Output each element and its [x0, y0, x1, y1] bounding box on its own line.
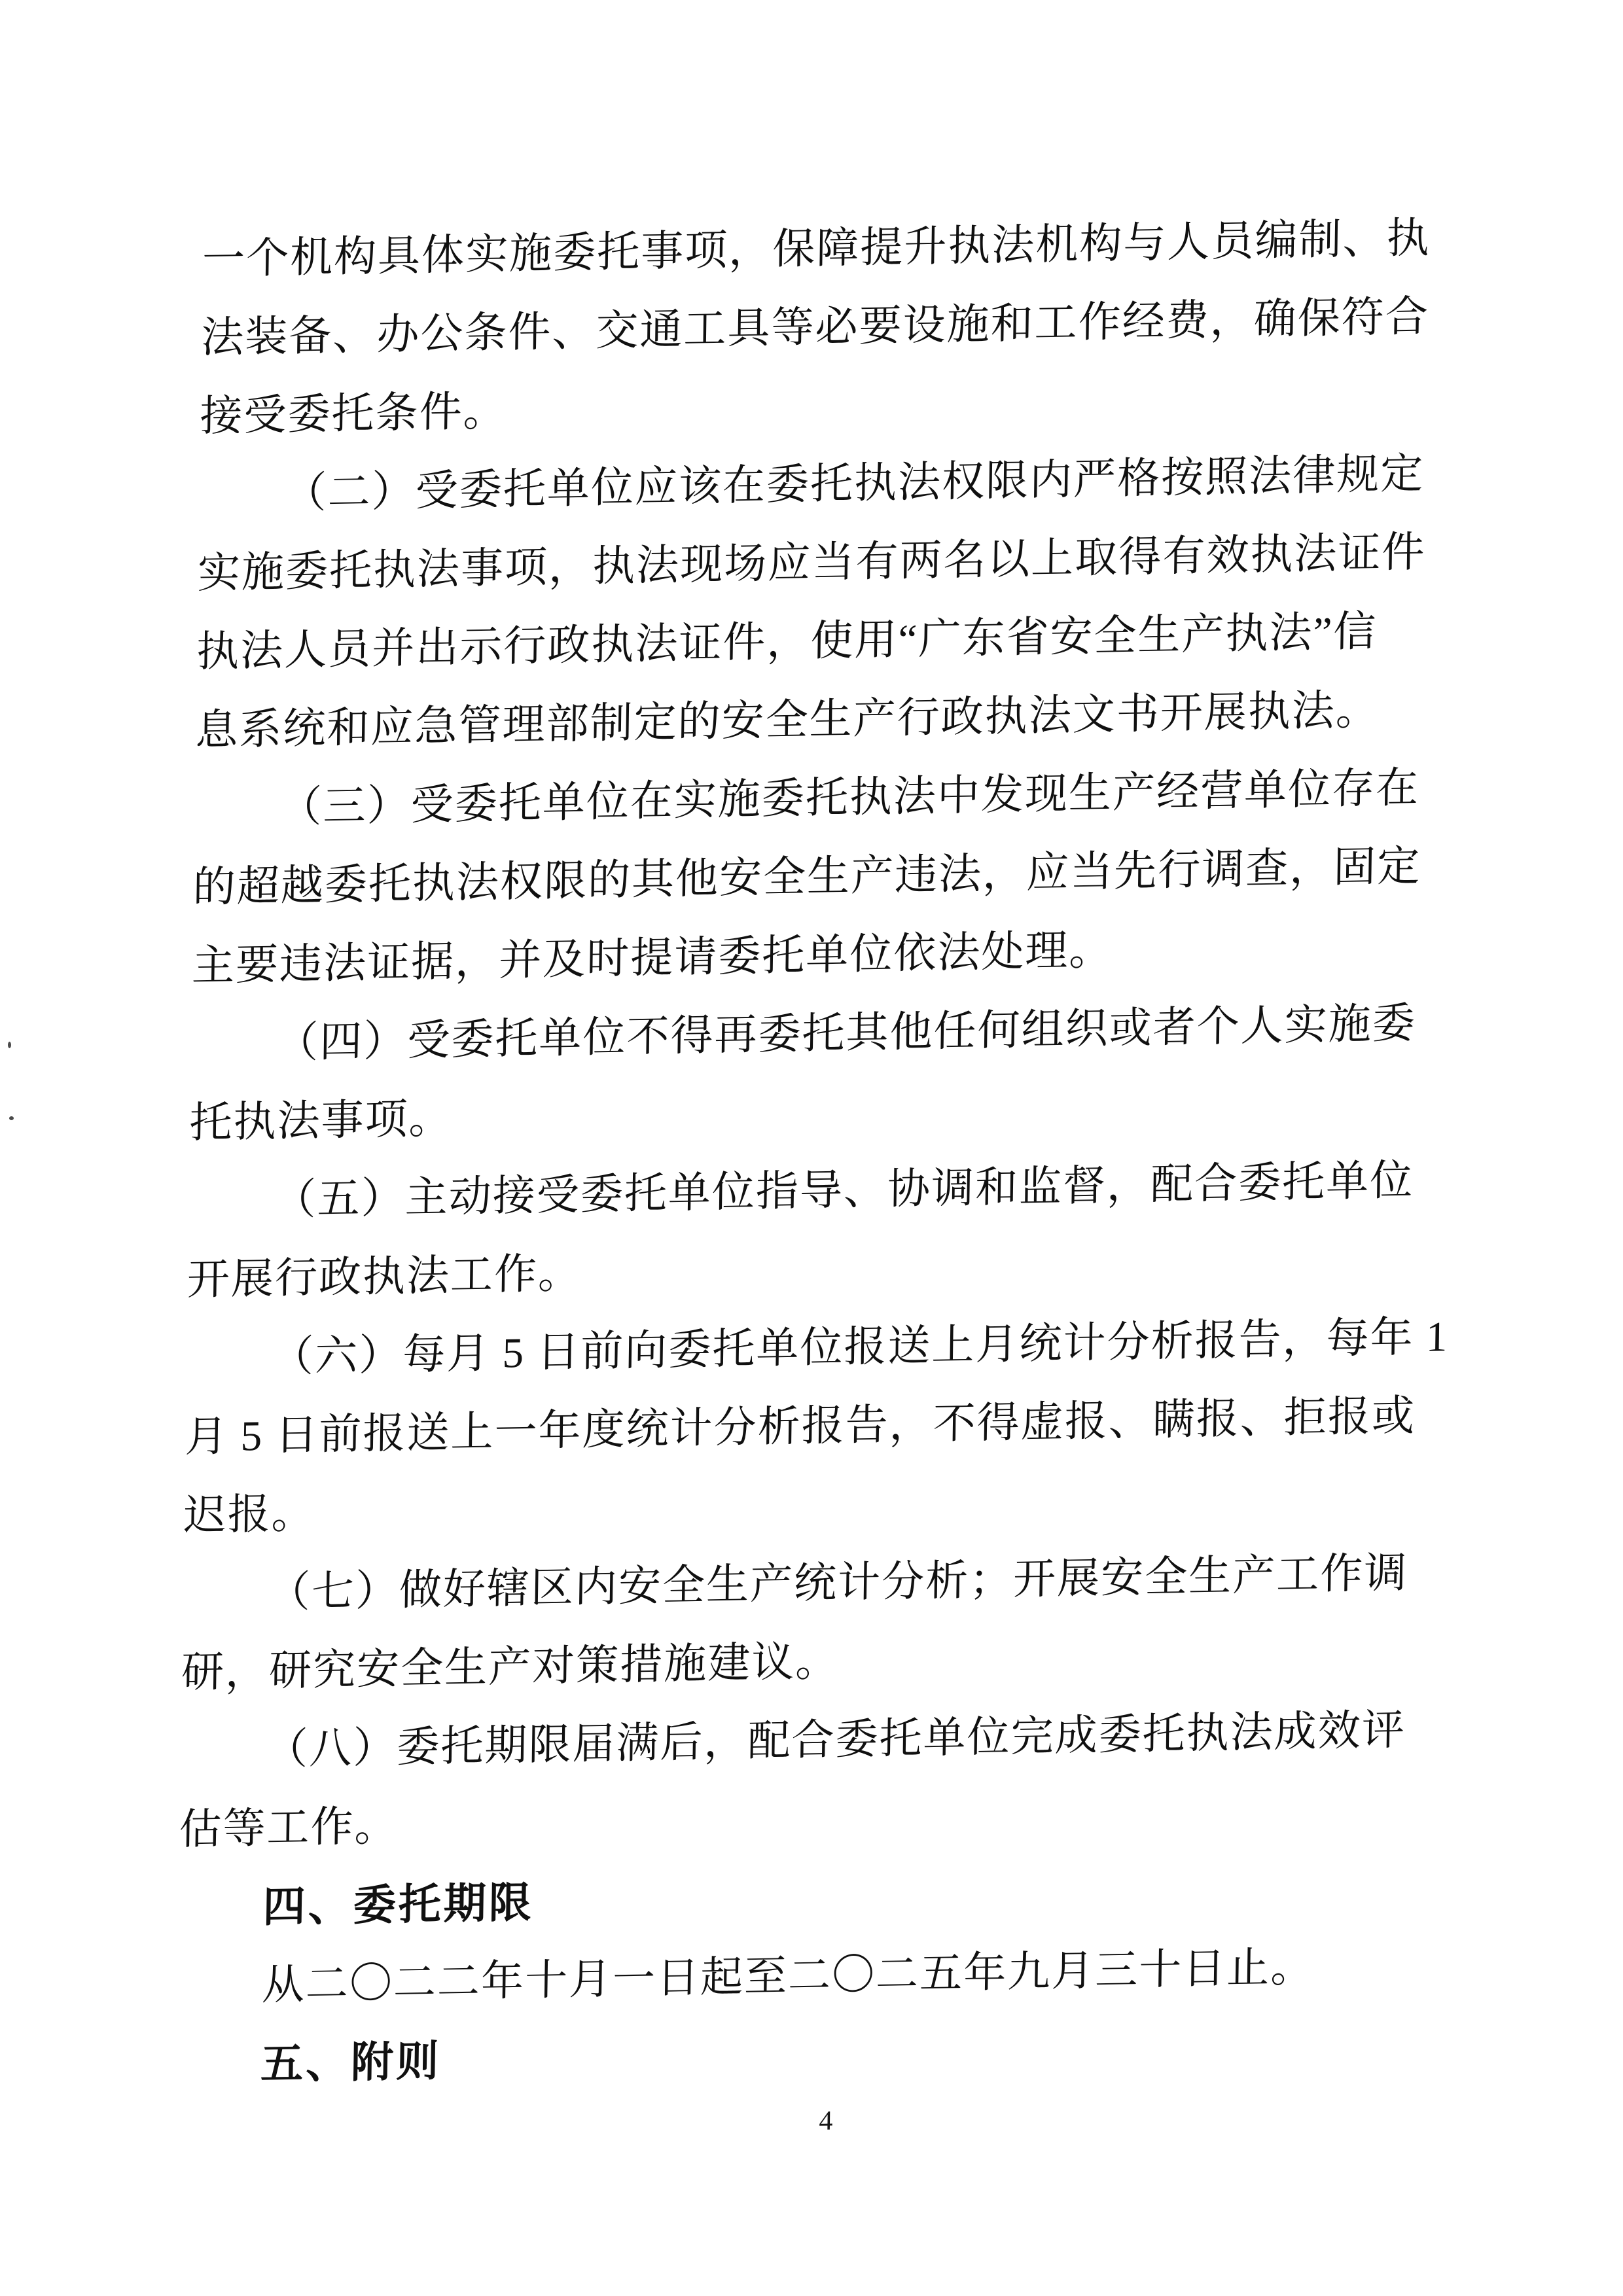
text-line: 接受委托条件。 [200, 387, 508, 440]
text-line: 息系统和应急管理部制定的安全生产行政执法文书开展执法。 [194, 686, 1380, 754]
text-line: 估等工作。 [178, 1803, 399, 1854]
text-line: 迟报。 [183, 1490, 316, 1540]
scan-speck [9, 1116, 14, 1120]
text-line: 法装备、办公条件、交通工具等必要设施和工作经费，确保符合 [200, 293, 1430, 362]
text-line: 的超越委托执法权限的其他安全生产违法，应当先行调查，固定 [192, 843, 1421, 911]
text-line: （八）委托期限届满后，配合委托单位完成委托执法成效评 [264, 1706, 1406, 1774]
text-line: 从二〇二二年十月一日起至二〇二五年九月三十日止。 [261, 1943, 1315, 2009]
text-line: 一个机构具体实施委托事项，保障提升执法机构与人员编制、执 [202, 215, 1431, 283]
text-line: 开展行政执法工作。 [187, 1250, 582, 1304]
text-line: 主要违法证据，并及时提请委托单位依法处理。 [191, 927, 1114, 990]
page-number: 4 [819, 2106, 833, 2136]
text-line: （二）受委托单位应该在委托执法权限内严格按照法律规定 [283, 450, 1425, 518]
scan-speck [8, 1042, 11, 1048]
text-line: 月 5 日前报送上一年度统计分析报告，不得虚报、瞒报、拒报或 [184, 1392, 1416, 1461]
text-line: （七）做好辖区内安全生产统计分析；开展安全生产工作调 [267, 1549, 1408, 1617]
section-heading: 五、附则 [260, 2036, 442, 2088]
document-body [175, 199, 1449, 2105]
text-line: 实施委托执法事项，执法现场应当有两名以上取得有效执法证件 [197, 529, 1427, 597]
text-line: （四）受委托单位不得再委托其他任何组织或者个人实施委 [275, 1000, 1417, 1067]
text-line: 托执法事项。 [188, 1095, 454, 1147]
section-heading: 四、委托期限 [262, 1878, 535, 1931]
text-line: （三）受委托单位在实施委托执法中发现生产经营单位存在 [279, 764, 1420, 832]
text-line: 研，研究安全生产对策措施建议。 [181, 1638, 840, 1697]
text-line: 执法人员并出示行政执法证件，使用“广东省安全生产执法”信 [196, 608, 1378, 676]
text-line: （六）每月 5 日前向委托单位报送上月统计分析报告，每年 1 [270, 1313, 1449, 1381]
scanned-page [174, 199, 1449, 2148]
text-line: （五）主动接受委托单位指导、协调和监督，配合委托单位 [273, 1157, 1414, 1224]
